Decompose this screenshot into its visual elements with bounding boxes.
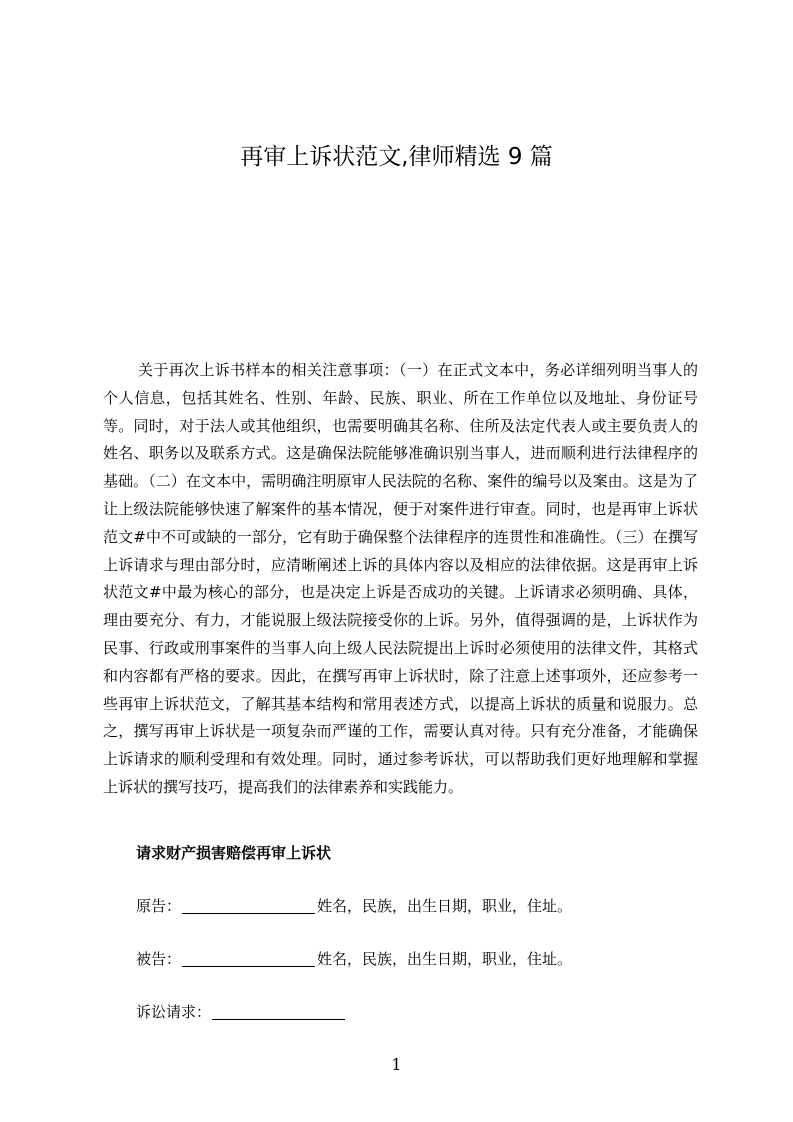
- plaintiff-description: 姓名，民族，出生日期，职业，住址。: [317, 897, 573, 915]
- claims-line: [136, 1000, 347, 1024]
- defendant-description: 姓名，民族，出生日期，职业，住址。: [317, 950, 573, 968]
- plaintiff-blank: [182, 897, 315, 914]
- claims-blank: [212, 1003, 345, 1020]
- defendant-blank: [182, 950, 315, 967]
- page-number: 1: [391, 1055, 402, 1074]
- defendant-label: 被告：: [136, 950, 182, 968]
- page-title: 再审上诉状范文,律师精选 9 篇: [240, 144, 553, 170]
- plaintiff-label: 原告：: [136, 897, 182, 915]
- plaintiff-line: [136, 894, 572, 918]
- defendant-line: [136, 947, 572, 971]
- claims-label: 诉讼请求：: [136, 1003, 212, 1021]
- intro-paragraph: 关于再次上诉书样本的相关注意事项：（一）在正式文本中，务必详细列明当事人的个人信息，包括其姓名、性别、年龄、民族、职业、所在工作单位以及地址、身份证号等。同时，对于法人或其他组织，也需要明确其名称、住所及法定代表人或主要负责人的姓名、职务以及联系方式。这是确保法院能够准确识别当事人，进而顺利进行法律程序的基础。（二）在文本中，需明确注明原审人民法院的名称、案件的编号以及案由。这是为了让上级法院能够快速了解案件的基本情况，便于对案件进行审查。同时，也是再审上诉状范文#中不可或缺的一部分，它有助于确保整个法律程序的连贯性和准确性。（三）在撰写上诉请求与理由部分时，应清晰阐述上诉的具体内容以及相应的法律依据。这是再审上诉状范文#中最为核心的部分，也是决定上诉是否成功的关键。上诉请求必须明确、具体，理由要充分、有力，才能说服上级法院接受你的上诉。另外，值得强调的是，上诉状作为民事、行政或刑事案件的当事人向上级人民法院提出上诉时必须使用的法律文件，其格式和内容都有严格的要求。因此，在撰写再审上诉状时，除了注意上述事项外，还应参考一些再审上诉状范文，了解其基本结构和常用表述方式，以提高上诉状的质量和说服力。总之，撰写再审上诉状是一项复杂而严谨的工作，需要认真对待。只有充分准备，才能确保上诉请求的顺利受理和有效处理。同时，通过参考诉状，可以帮助我们更好地理解和掌握上诉状的撰写技巧，提高我们的法律素养和实践能力。: [103, 361, 698, 796]
- section-heading: 请求财产损害赔偿再审上诉状: [136, 844, 332, 862]
